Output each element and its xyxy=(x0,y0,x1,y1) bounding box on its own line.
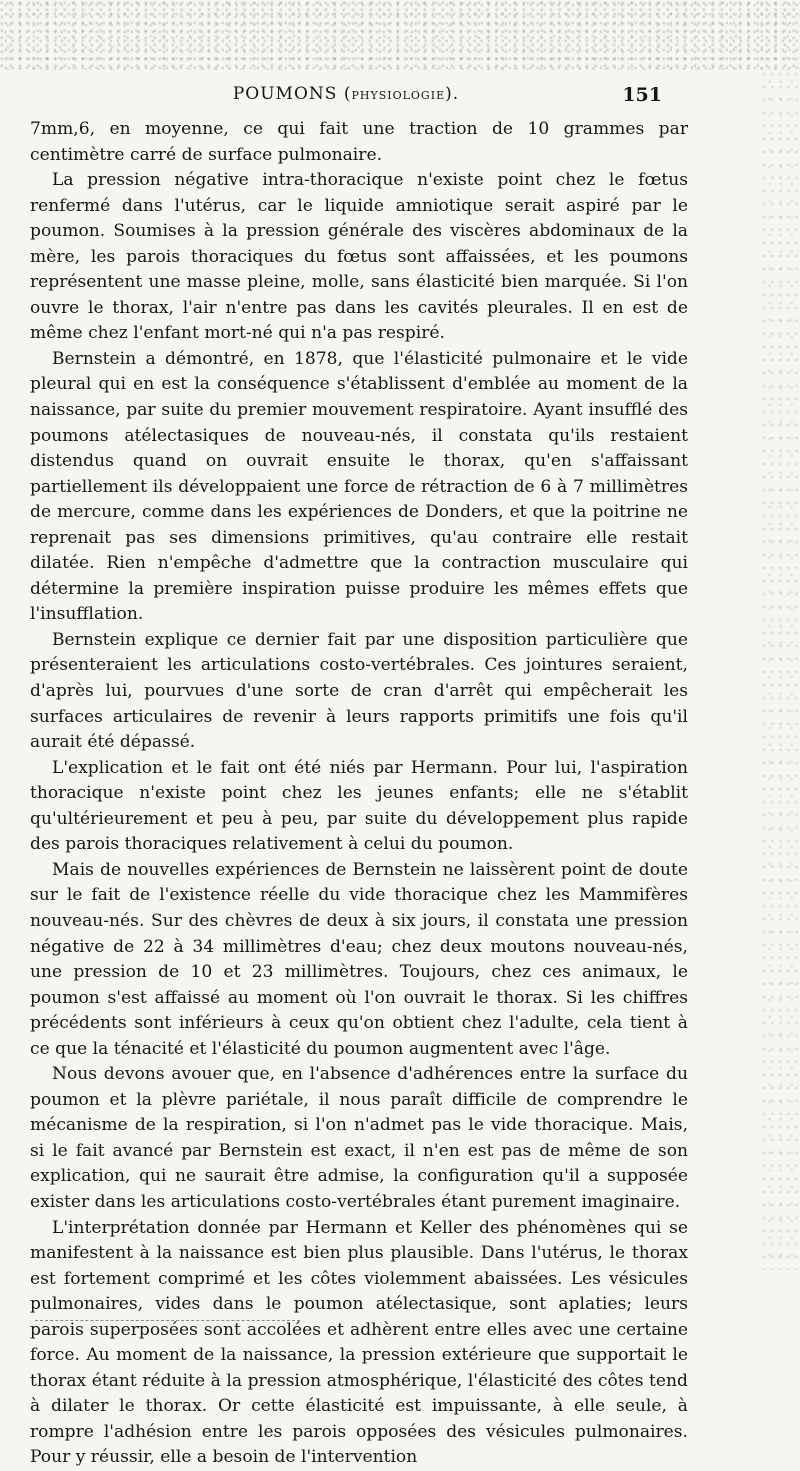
scan-noise-top xyxy=(0,0,800,70)
page-header xyxy=(30,84,662,114)
paragraph-4: Bernstein explique ce dernier fait par une disposition particulière que présenteraient les articulations costo-vertébrales. Ces jointures seraient, d'après lui, pourvues d'une sorte de cran d'arrêt qui empêcherait les surfaces articulaires de revenir à leurs rapports primitifs une fois qu'il aurait été dépassé. xyxy=(30,629,688,753)
paragraph-1: 7mm,6, en moyenne, ce qui fait une traction de 10 grammes par centimètre carré de surface pulmonaire. xyxy=(30,119,688,165)
body-text xyxy=(30,117,688,1471)
running-head-main: POUMONS ( xyxy=(232,84,352,104)
paragraph-6: Mais de nouvelles expériences de Bernstein ne laissèrent point de doute sur le fait de l'existence réelle du vide thoracique chez les Mammifères nouveau-nés. Sur des chèvres de deux à six jours, il constata une pression négative de 22 à 34 millimètres d'eau; chez deux moutons nouveau-nés, une pression de 10 et 23 millimètres. Toujours, chez ces animaux, le poumon s'est affaissé au moment où l'on ouvrait le thorax. Si les chiffres précédents sont inférieurs à ceux qu'on obtient chez l'adulte, cela tient à ce que la ténacité et l'élasticité du poumon augmentent avec l'âge. xyxy=(30,859,688,1059)
running-head xyxy=(30,84,662,104)
paragraph-8: L'interprétation donnée par Hermann et Keller des phénomènes qui se manifestent à la naissance est bien plus plausible. Dans l'utérus, le thorax est fortement comprimé et les côtes violemment abaissées. Les vésicules pulmonaires, vides dans le poumon atélectasique, sont aplaties; leurs parois superposées sont accolées et adhèrent entre elles avec une certaine force. Au moment de la naissance, la pression extérieure que supportait le thorax étant réduite à la pression atmosphérique, l'élasticité des côtes tend à dilater le thorax. Or cette élasticité est impuissante, à elle seule, à rompre l'adhésion entre les parois opposées des vésicules pulmonaires. Pour y réussir, elle a besoin de l'intervention xyxy=(30,1217,688,1468)
running-head-subtitle: PHYSIOLOGIE xyxy=(351,89,446,102)
page-number: 151 xyxy=(622,84,662,106)
scan-noise-right xyxy=(762,70,800,1270)
paragraph-2: La pression négative intra-thoracique n'existe point chez le fœtus renfermé dans l'utérus, car le liquide amniotique serait aspiré par le poumon. Soumises à la pression générale des viscères abdominaux de la mère, les parois thoraciques du fœtus sont affaissées, et les poumons représentent une masse pleine, molle, sans élasticité bien marquée. Si l'on ouvre le thorax, l'air n'entre pas dans les cavités pleurales. Il en est de même chez l'enfant mort-né qui n'a pas respiré. xyxy=(30,170,688,344)
footer-rule xyxy=(35,1320,300,1321)
paragraph-3: Bernstein a démontré, en 1878, que l'élasticité pulmonaire et le vide pleural qui en est la conséquence s'établissent d'emblée au moment de la naissance, par suite du premier mouvement respiratoire. Ayant insufflé des poumons atélectasiques de nouveau-nés, il constata qu'ils restaient distendus quand on ouvrait ensuite le thorax, qu'en s'affaissant partiellement ils développaient une force de rétraction de 6 à 7 millimètres de mercure, comme dans les expériences de Donders, et que la poitrine ne reprenait pas ses dimensions primitives, qu'au contraire elle restait dilatée. Rien n'empêche d'admettre que la contraction musculaire qui détermine la première inspiration puisse produire les mêmes effets que l'insufflation. xyxy=(30,348,688,625)
paragraph-7: Nous devons avouer que, en l'absence d'adhérences entre la surface du poumon et la plèvre pariétale, il nous paraît difficile de comprendre le mécanisme de la respiration, si l'on n'admet pas le vide thoracique. Mais, si le fait avancé par Bernstein est exact, il n'en est pas de même de son explication, qui ne saurait être admise, la configuration qu'il a supposée exister dans les articulations costo-vertébrales étant purement imaginaire. xyxy=(30,1064,688,1212)
paragraph-5: L'explication et le fait ont été niés par Hermann. Pour lui, l'aspiration thoracique n'existe point chez les jeunes enfants; elle ne s'établit qu'ultérieurement et peu à peu, par suite du développement plus rapide des parois thoraciques relativement à celui du poumon. xyxy=(30,757,688,855)
running-head-end: ). xyxy=(445,84,460,104)
